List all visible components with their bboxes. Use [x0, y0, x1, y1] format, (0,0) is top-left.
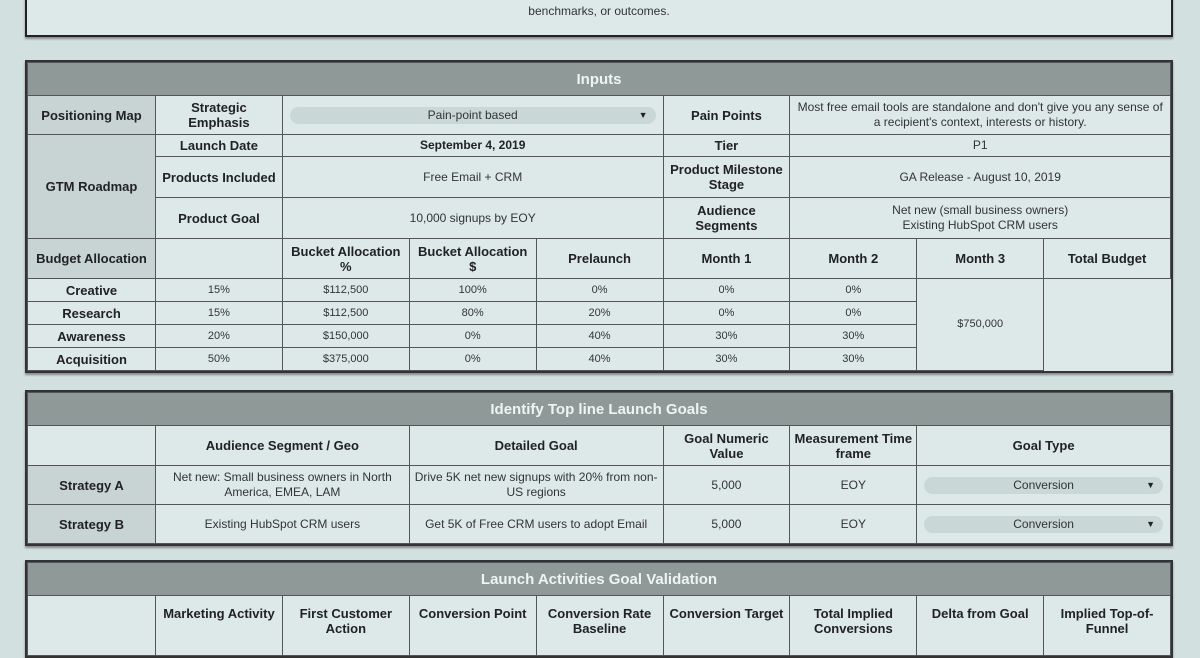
- caret-down-icon: ▼: [1146, 518, 1155, 529]
- goals-corner: [28, 426, 156, 466]
- segment-2: Existing HubSpot CRM users: [902, 218, 1058, 232]
- budget-cell: 0%: [536, 279, 663, 302]
- budget-header: Month 3: [917, 239, 1044, 279]
- budget-row-name: Acquisition: [28, 348, 156, 371]
- measurement-time-frame: EOY: [790, 466, 917, 505]
- strategy-name: Strategy B: [28, 505, 156, 544]
- budget-cell: 80%: [409, 302, 536, 325]
- dropdown-value: Conversion: [1013, 516, 1074, 531]
- budget-corner: [156, 239, 283, 279]
- audience-segments-label: Audience Segments: [663, 198, 790, 239]
- milestone-label: Product Milestone Stage: [663, 157, 790, 198]
- inputs-title: Inputs: [28, 63, 1171, 96]
- products-included-value: Free Email + CRM: [282, 157, 663, 198]
- milestone-value: GA Release - August 10, 2019: [790, 157, 1171, 198]
- launch-header: Total Implied Conversions: [790, 596, 917, 656]
- budget-cell: 20%: [536, 302, 663, 325]
- strategic-emphasis-cell: [282, 96, 663, 135]
- budget-header: Prelaunch: [536, 239, 663, 279]
- launch-header: Conversion Rate Baseline: [536, 596, 663, 656]
- strategic-emphasis-label: Strategic Emphasis: [156, 96, 283, 135]
- budget-cell: 15%: [156, 279, 283, 302]
- launch-date-value: September 4, 2019: [282, 135, 663, 157]
- budget-cell: 30%: [663, 348, 790, 371]
- product-goal-label: Product Goal: [156, 198, 283, 239]
- detailed-goal: Drive 5K net new signups with 20% from non-US regions: [409, 466, 663, 505]
- goals-header: Audience Segment / Geo: [156, 426, 410, 466]
- disclaimer-notice: [25, 0, 1173, 37]
- budget-cell: $112,500: [282, 302, 409, 325]
- launch-header: Marketing Activity: [156, 596, 283, 656]
- budget-cell: 0%: [790, 279, 917, 302]
- budget-row: [28, 279, 1171, 302]
- goals-title: Identify Top line Launch Goals: [28, 393, 1171, 426]
- budget-cell: 0%: [409, 325, 536, 348]
- budget-cell: 30%: [663, 325, 790, 348]
- budget-cell: 0%: [663, 302, 790, 325]
- products-included-label: Products Included: [156, 157, 283, 198]
- launch-header: Implied Top-of-Funnel: [1044, 596, 1171, 656]
- budget-header: Month 1: [663, 239, 790, 279]
- tier-label: Tier: [663, 135, 790, 157]
- goals-header: Detailed Goal: [409, 426, 663, 466]
- goal-numeric-value: 5,000: [663, 466, 790, 505]
- launch-header: Conversion Point: [409, 596, 536, 656]
- budget-cell: 0%: [663, 279, 790, 302]
- segment-1: Net new (small business owners): [892, 203, 1069, 217]
- caret-down-icon: ▼: [638, 109, 648, 120]
- audience-segment: Existing HubSpot CRM users: [156, 505, 410, 544]
- pain-points-label: Pain Points: [663, 96, 790, 135]
- budget-row-name: Research: [28, 302, 156, 325]
- goals-table: [25, 390, 1173, 546]
- pain-points-value: Most free email tools are standalone and don't give you any sense of a recipient's context, interests or history.: [790, 96, 1171, 135]
- budget-cell: 15%: [156, 302, 283, 325]
- dropdown-value: Pain-point based: [427, 107, 518, 122]
- launch-header: Conversion Target: [663, 596, 790, 656]
- goal-type-cell: [917, 466, 1171, 505]
- budget-cell: $112,500: [282, 279, 409, 302]
- launch-header: Delta from Goal: [917, 596, 1044, 656]
- audience-segment: Net new: Small business owners in North America, EMEA, LAM: [156, 466, 410, 505]
- budget-cell: 30%: [790, 348, 917, 371]
- budget-cell: 0%: [790, 302, 917, 325]
- tier-value: P1: [790, 135, 1171, 157]
- budget-allocation-label: Budget Allocation: [28, 239, 156, 279]
- goal-row: [28, 466, 1171, 505]
- goal-row: [28, 505, 1171, 544]
- budget-cell: 30%: [790, 325, 917, 348]
- budget-row-name: Creative: [28, 279, 156, 302]
- total-budget-value: $750,000: [917, 279, 1044, 371]
- budget-header: Total Budget: [1044, 239, 1171, 279]
- measurement-time-frame: EOY: [790, 505, 917, 544]
- budget-cell: 100%: [409, 279, 536, 302]
- budget-cell: $150,000: [282, 325, 409, 348]
- goal-type-dropdown[interactable]: [924, 516, 1163, 533]
- goals-header: Goal Type: [917, 426, 1171, 466]
- budget-header: Bucket Allocation %: [282, 239, 409, 279]
- launch-date-label: Launch Date: [156, 135, 283, 157]
- audience-segments-value: [790, 198, 1171, 239]
- launch-table: [25, 560, 1173, 658]
- launch-header: First Customer Action: [282, 596, 409, 656]
- goal-type-dropdown[interactable]: [924, 477, 1163, 494]
- caret-down-icon: ▼: [1146, 479, 1155, 490]
- budget-cell: 0%: [409, 348, 536, 371]
- goal-type-cell: [917, 505, 1171, 544]
- product-goal-value: 10,000 signups by EOY: [282, 198, 663, 239]
- launch-corner: [28, 596, 156, 656]
- strategy-name: Strategy A: [28, 466, 156, 505]
- budget-cell: 40%: [536, 325, 663, 348]
- gtm-roadmap-label: GTM Roadmap: [28, 135, 156, 239]
- budget-cell: 50%: [156, 348, 283, 371]
- goals-header: Measurement Time frame: [790, 426, 917, 466]
- budget-row-name: Awareness: [28, 325, 156, 348]
- disclaimer-text: benchmarks, or outcomes.: [528, 4, 670, 18]
- goal-numeric-value: 5,000: [663, 505, 790, 544]
- strategic-emphasis-dropdown[interactable]: [290, 107, 656, 124]
- launch-title: Launch Activities Goal Validation: [28, 563, 1171, 596]
- budget-header: Bucket Allocation $: [409, 239, 536, 279]
- budget-header: Month 2: [790, 239, 917, 279]
- inputs-table: [25, 60, 1173, 373]
- positioning-map-label: Positioning Map: [28, 96, 156, 135]
- budget-cell: 40%: [536, 348, 663, 371]
- detailed-goal: Get 5K of Free CRM users to adopt Email: [409, 505, 663, 544]
- dropdown-value: Conversion: [1013, 477, 1074, 492]
- budget-cell: 20%: [156, 325, 283, 348]
- goals-header: Goal Numeric Value: [663, 426, 790, 466]
- budget-cell: $375,000: [282, 348, 409, 371]
